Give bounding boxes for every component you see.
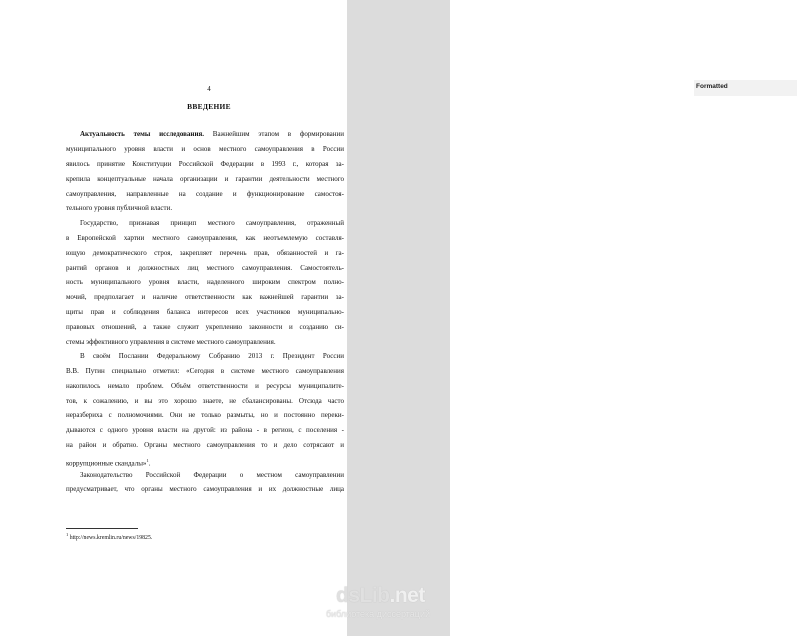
line-text: Важнейшим этапом в формировании (204, 130, 345, 138)
line-tail: . (148, 459, 151, 468)
line-text: крепила концептуальные начала организации и гарантии деятельности местного (66, 175, 344, 183)
body-line (66, 367, 344, 376)
line-text: тов, к сожалению, и вы это хорошо знаете, не сбалансированы. Отсюда часто (66, 397, 344, 405)
footnote-ref: 1 (146, 458, 149, 463)
body-line (66, 234, 344, 243)
body-line (66, 145, 344, 154)
page-heading: ВВЕДЕНИЕ (187, 102, 231, 111)
line-text: ность муниципального уровня власти, наделенного широким спектром полно- (66, 278, 344, 286)
logo-main: dsLib (336, 584, 390, 607)
footnote-text: http://news.kremlin.ru/news/19825. (68, 534, 153, 541)
line-text: коррупционные скандалы» (66, 459, 147, 468)
line-text: в Европейской хартии местного самоуправления, как неотъемлемую составля- (66, 234, 344, 242)
body-line (66, 397, 344, 406)
body-line (66, 485, 344, 494)
line-text: явилось принятие Конституции Российской Федерации в 1993 г., которая за- (66, 160, 344, 168)
body-line (66, 456, 344, 468)
line-text: дываются с одного уровня власти на другой: из района - в регион, с поселения - (66, 426, 344, 434)
body-line (80, 352, 344, 361)
body-line (66, 293, 344, 302)
line-text: накопилось немало проблем. Объём ответственности и ресурсы муниципалите- (66, 382, 344, 390)
line-text: ющую демократического строя, закрепляет перечень прав, обязанностей и га- (66, 249, 344, 257)
line-text: предусматривает, что органы местного самоуправления и их должностные лица (66, 485, 344, 493)
body-line (80, 130, 344, 139)
body-line (66, 264, 344, 273)
line-text: стемы эффективного управления в системе местного самоуправления. (66, 338, 276, 346)
watermark-tagline: библиотека диссертаций (326, 609, 431, 619)
body-line (66, 338, 344, 347)
bold-lead: Актуальность темы исследования. (80, 130, 205, 138)
line-text: тельного уровня публичной власти. (66, 204, 173, 212)
comment-label: Formatted (696, 83, 728, 90)
logo-tld: .net (389, 584, 425, 607)
body-line (66, 175, 344, 184)
line-text: щиты прав и соблюдения баланса интересов всех участников муниципально- (66, 308, 344, 316)
line-text: Законодательство Российской Федерации о местном самоуправлении (80, 471, 344, 479)
body-line (66, 426, 344, 435)
line-text: на район и обратно. Органы местного самоуправления то и дело сотрясают и (66, 441, 344, 449)
body-line (66, 278, 344, 287)
comment-sidebar (347, 0, 728, 636)
body-line (66, 190, 344, 199)
body-line (66, 441, 344, 450)
line-text: неразбериха с полномочиями. Они не только размыты, но и постоянно переки- (66, 411, 344, 419)
body-line (66, 308, 344, 317)
line-text: мочий, предполагает и наличие ответственности как важнейшей гарантии за- (66, 293, 344, 301)
footnote-mark: 1 (66, 532, 69, 537)
line-text: В.В. Путин специально отметил: «Сегодня в системе местного самоуправления (66, 367, 344, 375)
body-line (80, 219, 344, 228)
page-number: 4 (207, 85, 211, 93)
comment-balloon[interactable] (694, 80, 797, 96)
body-line (66, 323, 344, 332)
dslib-logo (336, 584, 425, 608)
line-text: самоуправления, направленные на создание и функционирование самостоя- (66, 190, 344, 198)
line-text: В своём Послании Федеральному Собранию 2013 г. Президент России (80, 352, 344, 360)
body-line (66, 204, 344, 213)
line-text: правовых отношений, а также служит укреплению законности и созданию си- (66, 323, 344, 331)
line-text: Государство, признавая принцип местного самоуправления, отраженный (80, 219, 344, 227)
line-text: рантий органов и должностных лиц местного самоуправления. Самостоятель- (66, 264, 344, 272)
body-line (66, 382, 344, 391)
footnote (66, 532, 152, 541)
line-text: муниципального уровня власти и основ местного самоуправления в России (66, 145, 344, 153)
body-line (66, 249, 344, 258)
body-line (66, 160, 344, 169)
footnote-rule (66, 528, 138, 529)
body-line (80, 471, 344, 480)
body-line (66, 411, 344, 420)
